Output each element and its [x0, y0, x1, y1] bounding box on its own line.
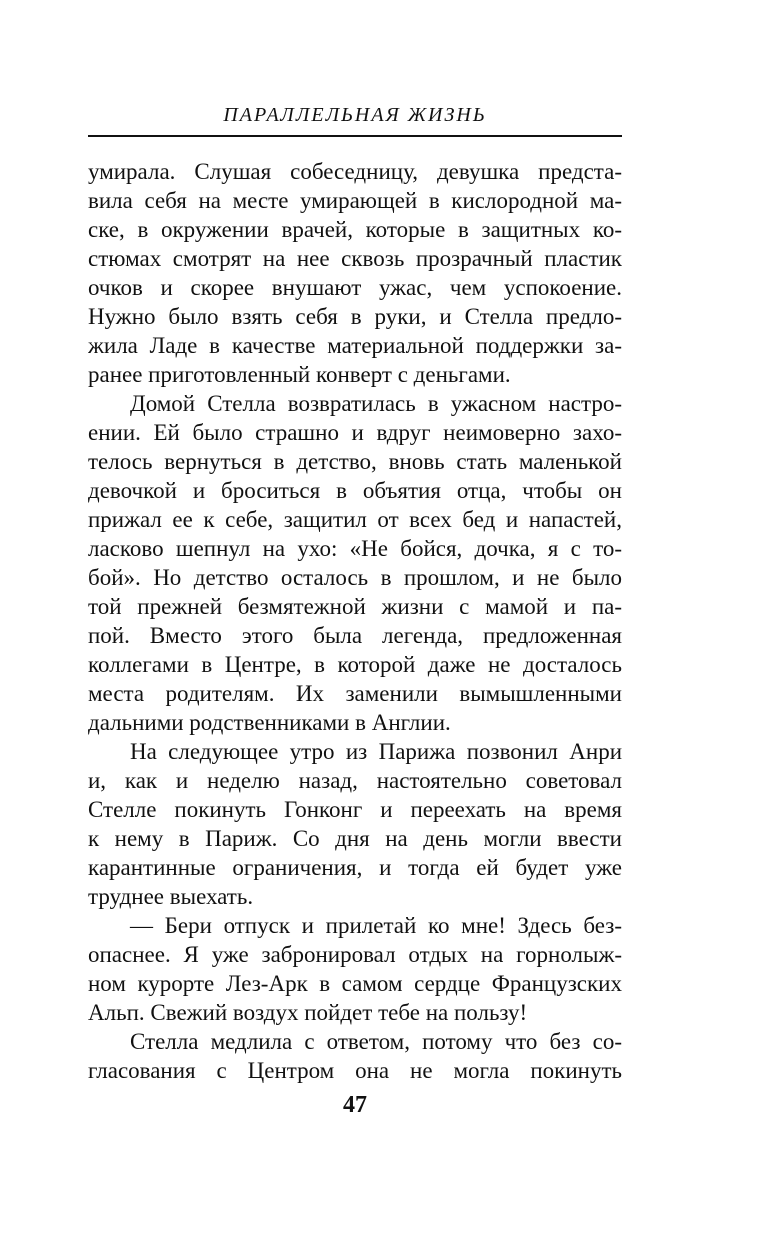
- page-number: 47: [343, 1092, 367, 1118]
- paragraph: [88, 911, 622, 1027]
- text-line: опаснее. Я уже забронировал отдых на горнолыж-: [88, 942, 622, 967]
- paragraph: [88, 157, 622, 389]
- text-line: дальними родственниками в Англии.: [88, 710, 451, 735]
- text-line: труднее выехать.: [88, 884, 254, 909]
- body-text: [88, 157, 622, 1085]
- text-line: ранее приготовленный конверт с деньгами.: [88, 362, 511, 387]
- text-line: и, как и неделю назад, настоятельно советовал: [88, 768, 622, 793]
- text-line: к нему в Париж. Со дня на день могли ввести: [88, 826, 622, 851]
- text-line: очков и скорее внушают ужас, чем успокоение.: [88, 275, 622, 300]
- text-line: — Бери отпуск и прилетай ко мне! Здесь без-: [130, 913, 622, 938]
- text-line: Нужно было взять себя в руки, и Стелла предло-: [88, 304, 622, 329]
- running-title: ПАРАЛЛЕЛЬНАЯ ЖИЗНЬ: [223, 104, 487, 126]
- text-line: Стелла медлила с ответом, потому что без со-: [130, 1029, 622, 1054]
- text-line: Стелле покинуть Гонконг и переехать на время: [88, 797, 622, 822]
- text-line: Домой Стелла возвратилась в ужасном настро-: [130, 391, 622, 416]
- paragraph: [88, 389, 622, 737]
- text-line: коллегами в Центре, в которой даже не досталось: [88, 652, 622, 677]
- text-line: прижал ее к себе, защитил от всех бед и напастей,: [88, 507, 622, 532]
- paragraph: [88, 737, 622, 911]
- text-line: жила Ладе в качестве материальной поддержки за-: [88, 333, 622, 358]
- text-line: телось вернуться в детство, вновь стать маленькой: [88, 449, 622, 474]
- text-line: На следующее утро из Парижа позвонил Анри: [130, 739, 622, 764]
- header-rule: [88, 135, 622, 137]
- paragraph: [88, 1027, 622, 1085]
- text-line: гласования с Центром она не могла покинуть: [88, 1058, 622, 1083]
- text-line: бой». Но детство осталось в прошлом, и не было: [88, 565, 622, 590]
- text-line: девочкой и броситься в объятия отца, чтобы он: [88, 478, 622, 503]
- text-line: той прежней безмятежной жизни с мамой и па-: [88, 594, 622, 619]
- text-line: ске, в окружении врачей, которые в защитных ко-: [88, 217, 622, 242]
- text-line: Альп. Свежий воздух пойдет тебе на пользу!: [88, 1000, 528, 1025]
- text-line: карантинные ограничения, и тогда ей будет уже: [88, 855, 622, 880]
- text-line: места родителям. Их заменили вымышленными: [88, 681, 622, 706]
- text-line: пой. Вместо этого была легенда, предложенная: [88, 623, 622, 648]
- text-line: ном курорте Лез-Арк в самом сердце Французских: [88, 971, 622, 996]
- text-line: стюмах смотрят на нее сквозь прозрачный пластик: [88, 246, 622, 271]
- text-line: ласково шепнул на ухо: «Не бойся, дочка, я с то-: [88, 536, 622, 561]
- text-line: ении. Ей было страшно и вдруг неимоверно захо-: [88, 420, 622, 445]
- text-line: вила себя на месте умирающей в кислородной ма-: [88, 188, 622, 213]
- text-line: умирала. Слушая собеседницу, девушка предста-: [88, 159, 622, 184]
